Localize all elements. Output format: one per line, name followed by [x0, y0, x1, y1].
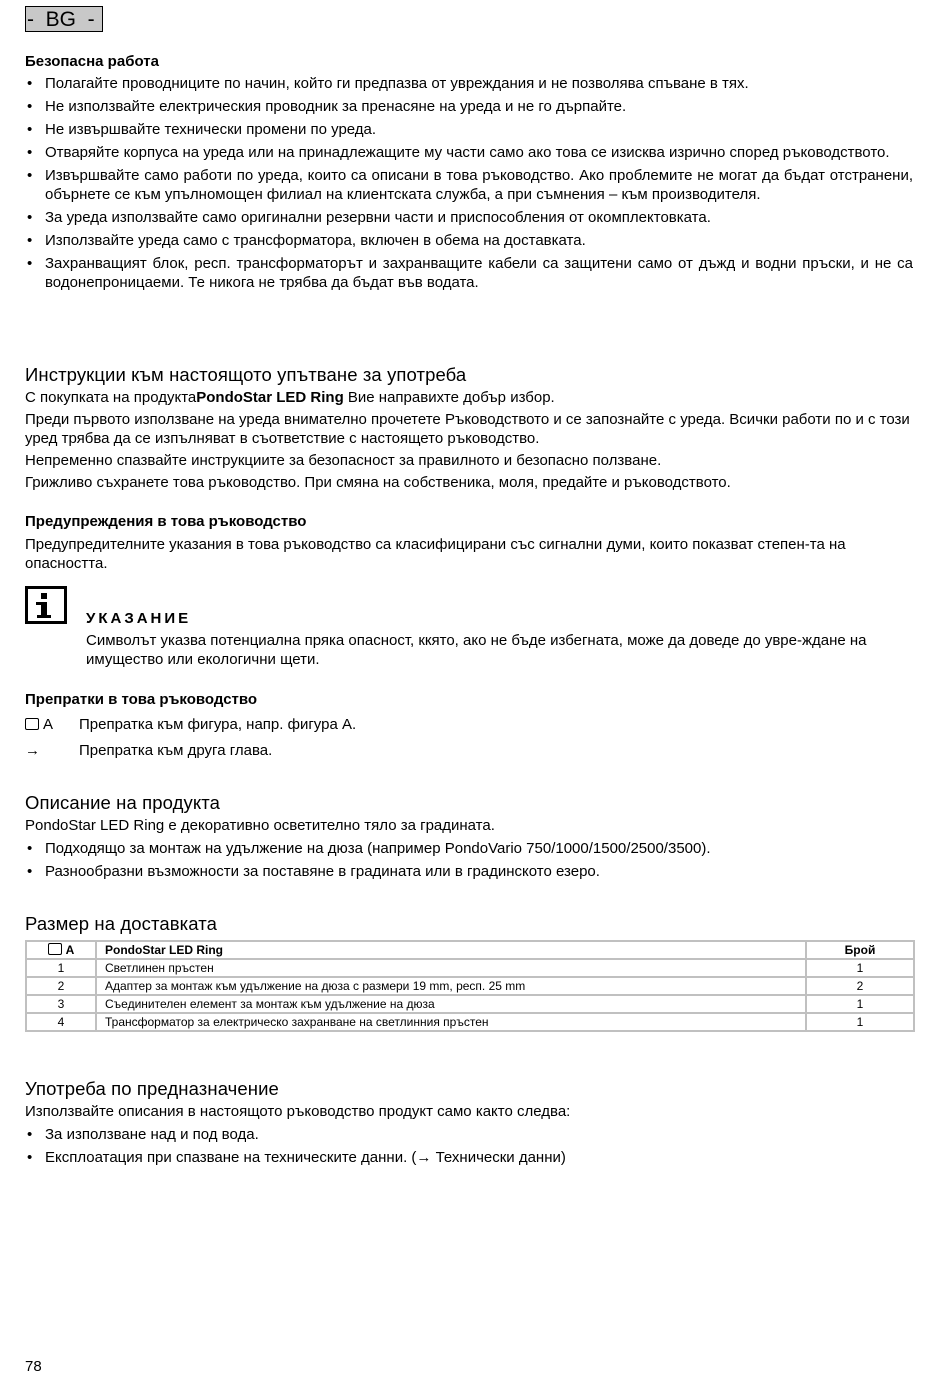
product-intro: PondoStar LED Ring е декоративно осветително тяло за градината.: [25, 817, 495, 834]
table-cell: 4: [26, 1013, 96, 1031]
product-list: [25, 839, 913, 881]
figure-box-icon: [48, 943, 62, 955]
figure-box-icon: [25, 718, 39, 730]
table-cell: Светлинен пръстен: [96, 959, 806, 977]
table-cell: 1: [806, 995, 914, 1013]
delivery-title: Размер на доставката: [25, 913, 218, 934]
reference-row: [25, 741, 913, 767]
reference-row: [25, 715, 913, 741]
table-cell: Трансформатор за електрическо захранване на светлинния пръстен: [96, 1013, 806, 1031]
list-item: • Използвайте уреда само с трансформатора, включен в обема на доставката.: [25, 231, 913, 250]
reference-text: Препратка към фигура, напр. фигура A.: [79, 716, 357, 733]
reference-key: A: [25, 715, 53, 734]
table-cell: Съединителен елемент за монтаж към удължение на дюза: [96, 995, 806, 1013]
warnings-section: [25, 512, 913, 573]
list-item: • Разнообразни възможности за поставяне в градината или в градинското езеро.: [25, 862, 913, 881]
list-item: • За използване над и под вода.: [25, 1125, 913, 1144]
list-item: • Не извършвайте технически промени по уреда.: [25, 120, 913, 139]
table-header-cell: A: [26, 941, 96, 959]
references-title: Препратки в това ръководство: [25, 691, 258, 708]
warnings-text: Предупредителните указания в това ръководство са класифицирани със сигнални думи, които показват степен-та на опасността.: [25, 536, 846, 572]
table-row: [26, 959, 914, 977]
product-section: [25, 792, 913, 885]
list-item: • Отваряйте корпуса на уреда или на принадлежащите му части само ако това се изисква изрично според ръководството.: [25, 143, 913, 162]
instructions-paragraph: Преди първото използване на уреда внимателно прочетете Ръководството и се запознайте с уреда. Всички работи по и с този уред трябва да се изпълняват в съответствие с настоящето ръководство.: [25, 411, 910, 447]
table-cell: 1: [806, 959, 914, 977]
product-title: Описание на продукта: [25, 792, 220, 813]
table-row: [26, 1013, 914, 1031]
intended-use-title: Употреба по предназначение: [25, 1078, 279, 1099]
instructions-title: Инструкции към настоящото упътване за употреба: [25, 364, 467, 385]
table-row: [26, 995, 914, 1013]
list-item: • Подходящо за монтаж на удължение на дюза (например PondoVario 750/1000/1500/2500/3500).: [25, 839, 913, 858]
intended-use-intro: Използвайте описания в настоящото ръководство продукт само както следва:: [25, 1103, 571, 1120]
list-item: • Полагайте проводниците по начин, който ги предпазва от увреждания и не позволява спъване в тях.: [25, 74, 913, 93]
list-item: • За уреда използвайте само оригинални резервни части и приспособления от окомплектовката.: [25, 208, 913, 227]
language-badge: - BG -: [25, 6, 103, 32]
list-item: • Захранващият блок, респ. трансформаторът и захранващите кабели са защитени само от дъжд и водни пръски, и не са водонепроницаеми. Те никога не трябва да бъдат във водата.: [25, 254, 913, 292]
page-number: 78: [25, 1358, 42, 1375]
instructions-section: [25, 364, 913, 492]
reference-key: →: [25, 742, 40, 759]
instructions-paragraph: Непременно спазвайте инструкциите за безопасност за правилното и безопасно ползване.: [25, 452, 662, 469]
table-header-cell: PondoStar LED Ring: [96, 941, 806, 959]
table-header-cell: Брой: [806, 941, 914, 959]
reference-text: Препратка към друга глава.: [79, 742, 273, 759]
table-row: [26, 977, 914, 995]
hint-title: УКАЗАНИЕ: [86, 610, 192, 627]
list-item: • Експлоатация при спазване на техническите данни. (→ Технически данни): [25, 1148, 913, 1167]
table-cell: 2: [26, 977, 96, 995]
intended-use-section: [25, 1078, 913, 1171]
list-item: • Извършвайте само работи по уреда, които са описани в това ръководство. Ако проблемите не могат да бъдат отстранени, обърнете се към упълномощен филиал на клиентската служба, а при съмнения – към производителя.: [25, 166, 913, 204]
table-cell: 3: [26, 995, 96, 1013]
list-item: • Не използвайте електрическия проводник за пренасяне на уреда и не го дърпайте.: [25, 97, 913, 116]
instructions-intro: [25, 388, 913, 407]
safety-list: [25, 74, 913, 292]
table-cell: Адаптер за монтаж към удължение на дюза с размери 19 mm, респ. 25 mm: [96, 977, 806, 995]
warnings-title: Предупреждения в това ръководство: [25, 513, 307, 530]
hint-text: Символът указва потенциална пряка опасност, ккято, ако не бъде избегната, може да доведе до увре-ждане на имущество или екологични щети.: [86, 632, 867, 668]
hint-block: [25, 586, 913, 666]
table-cell: 1: [26, 959, 96, 977]
product-name: PondoStar LED Ring: [196, 389, 344, 406]
safety-section: [25, 52, 913, 296]
table-cell: 2: [806, 977, 914, 995]
intro-text: С покупката на продукта: [25, 389, 197, 406]
intro-text-end: Вие направихте добър избор.: [343, 389, 555, 406]
intended-use-list: [25, 1125, 913, 1167]
info-icon: [25, 586, 67, 624]
safety-title: Безопасна работа: [25, 53, 159, 70]
references-section: [25, 690, 913, 767]
instructions-paragraph: Грижливо съхранете това ръководство. При смяна на собственика, моля, предайте и ръководството.: [25, 474, 731, 491]
delivery-section: [25, 913, 913, 1032]
delivery-table: [25, 940, 915, 1032]
table-header-row: [26, 941, 914, 959]
table-cell: 1: [806, 1013, 914, 1031]
